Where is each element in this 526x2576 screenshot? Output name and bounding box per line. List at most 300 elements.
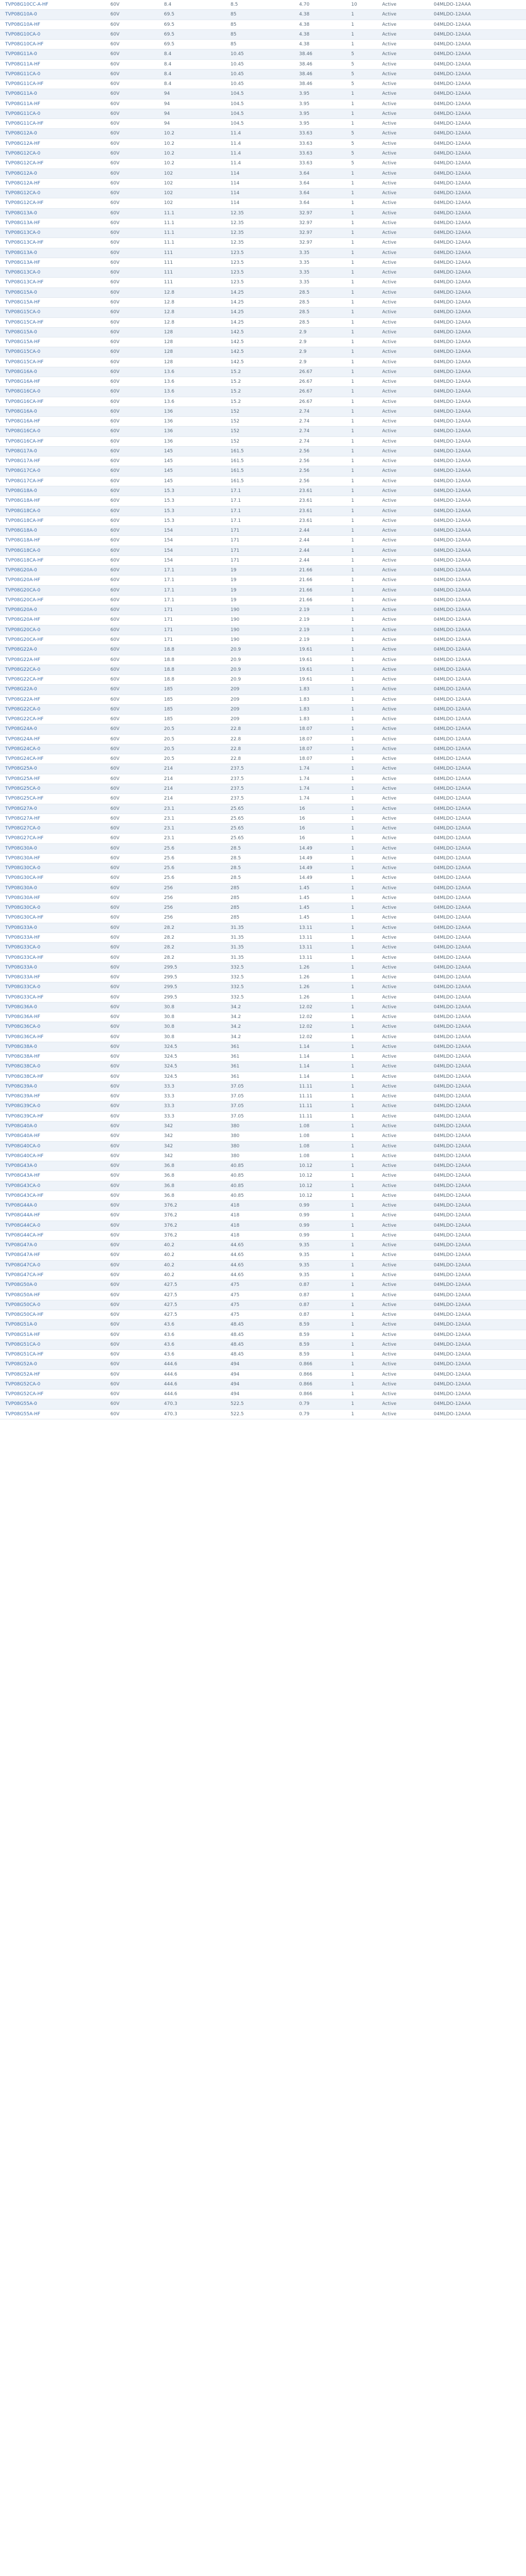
table-row[interactable] <box>0 1092 526 1101</box>
part-number-cell[interactable]: TVP08G24CA-HF <box>5 756 44 762</box>
table-row[interactable] <box>0 1370 526 1380</box>
table-row[interactable] <box>0 159 526 168</box>
table-row[interactable] <box>0 60 526 70</box>
table-row[interactable] <box>0 1142 526 1151</box>
table-row[interactable] <box>0 1032 526 1042</box>
table-row[interactable] <box>0 1112 526 1122</box>
part-number-cell[interactable]: TVP08G16A-0 <box>5 369 37 375</box>
part-number-cell[interactable]: TVP08G12A-HF <box>5 141 41 146</box>
part-number-cell[interactable]: TVP08G33A-0 <box>5 964 37 970</box>
part-number-cell[interactable]: TVP08G39A-0 <box>5 1083 37 1089</box>
table-row[interactable] <box>0 675 526 685</box>
table-row[interactable] <box>0 129 526 139</box>
part-number-cell[interactable]: TVP08G13CA-0 <box>5 230 41 236</box>
table-row[interactable] <box>0 953 526 963</box>
part-number-cell[interactable]: TVP08G22A-0 <box>5 647 37 653</box>
part-number-cell[interactable]: TVP08G33CA-HF <box>5 994 44 1000</box>
part-number-cell[interactable]: TVP08G18CA-HF <box>5 557 44 563</box>
table-row[interactable] <box>0 596 526 605</box>
part-number-cell[interactable]: TVP08G20A-HF <box>5 617 41 623</box>
table-row[interactable] <box>0 715 526 724</box>
table-row[interactable] <box>0 536 526 546</box>
table-row[interactable] <box>0 973 526 982</box>
part-number-cell[interactable]: TVP08G39CA-0 <box>5 1104 41 1109</box>
part-number-cell[interactable]: TVP08G50A-0 <box>5 1282 37 1288</box>
table-row[interactable] <box>0 556 526 566</box>
part-number-cell[interactable]: TVP08G18CA-0 <box>5 548 41 553</box>
vbr-cell: 17.1 <box>231 498 241 504</box>
part-number-cell[interactable]: TVP08G27CA-0 <box>5 826 41 832</box>
table-row[interactable] <box>0 814 526 824</box>
table-row[interactable] <box>0 1389 526 1399</box>
table-row[interactable] <box>0 20 526 30</box>
part-number-cell[interactable]: TVP08G40A-HF <box>5 1133 41 1139</box>
table-row[interactable] <box>0 1151 526 1161</box>
part-number-cell[interactable]: TVP08G25A-0 <box>5 766 37 772</box>
part-number-cell[interactable]: TVP08G33A-HF <box>5 975 41 980</box>
part-number-cell[interactable]: TVP08G15A-HF <box>5 340 41 345</box>
part-number-cell[interactable]: TVP08G52CA-0 <box>5 1381 41 1387</box>
part-number-cell[interactable]: TVP08G11A-0 <box>5 52 37 57</box>
part-number-cell[interactable]: TVP08G33CA-0 <box>5 985 41 990</box>
part-number-cell[interactable]: TVP08G17CA-0 <box>5 468 41 474</box>
part-number-cell[interactable]: TVP08G33A-0 <box>5 925 37 930</box>
table-row[interactable] <box>0 387 526 397</box>
part-number-cell[interactable]: TVP08G18A-0 <box>5 488 37 494</box>
ipp-cell: 1.45 <box>299 895 310 901</box>
table-row[interactable] <box>0 1399 526 1409</box>
part-number-cell[interactable]: TVP08G30A-HF <box>5 895 41 901</box>
table-row[interactable] <box>0 1181 526 1191</box>
table-row[interactable] <box>0 209 526 218</box>
table-row[interactable] <box>0 1330 526 1340</box>
table-row[interactable] <box>0 139 526 149</box>
vbr-cell: 285 <box>231 905 240 911</box>
part-number-cell[interactable]: TVP08G30CA-HF <box>5 915 44 921</box>
table-row[interactable] <box>0 397 526 407</box>
part-number-cell[interactable]: TVP08G52CA-HF <box>5 1392 44 1397</box>
table-row[interactable] <box>0 1380 526 1389</box>
part-number-cell[interactable]: TVP08G30A-0 <box>5 885 37 891</box>
table-row[interactable] <box>0 10 526 20</box>
part-number-cell[interactable]: TVP08G13A-0 <box>5 250 37 256</box>
part-number-cell[interactable]: TVP08G52A-0 <box>5 1362 37 1367</box>
part-number-cell[interactable]: TVP08G47A-HF <box>5 1252 41 1258</box>
part-number-cell[interactable]: TVP08G40CA-HF <box>5 1153 44 1159</box>
table-row[interactable] <box>0 615 526 625</box>
table-row[interactable] <box>0 963 526 973</box>
table-row[interactable] <box>0 645 526 655</box>
part-number-cell[interactable]: TVP08G44CA-0 <box>5 1223 41 1228</box>
part-number-cell[interactable]: TVP08G20CA-0 <box>5 587 41 593</box>
part-number-cell[interactable]: TVP08G33CA-0 <box>5 945 41 951</box>
part-number-cell[interactable]: TVP08G10CA-HF <box>5 42 44 47</box>
table-row[interactable] <box>0 1310 526 1320</box>
table-row[interactable] <box>0 1131 526 1141</box>
table-row[interactable] <box>0 586 526 596</box>
part-number-cell[interactable]: TVP08G15CA-0 <box>5 310 41 315</box>
table-row[interactable] <box>0 516 526 526</box>
part-number-cell[interactable]: TVP08G38CA-0 <box>5 1064 41 1070</box>
part-number-cell[interactable]: TVP08G13A-HF <box>5 220 41 226</box>
table-row[interactable] <box>0 218 526 228</box>
part-number-cell[interactable]: TVP08G44A-0 <box>5 1203 37 1209</box>
table-row[interactable] <box>0 447 526 456</box>
table-row[interactable] <box>0 0 526 10</box>
part-number-cell[interactable]: TVP08G22A-HF <box>5 697 41 702</box>
part-number-cell[interactable]: TVP08G18CA-HF <box>5 518 44 523</box>
part-number-cell[interactable]: TVP08G38CA-HF <box>5 1074 44 1079</box>
table-row[interactable] <box>0 1360 526 1369</box>
table-row[interactable] <box>0 407 526 417</box>
part-number-cell[interactable]: TVP08G40CA-0 <box>5 1143 41 1149</box>
table-row[interactable] <box>0 695 526 705</box>
part-number-cell[interactable]: TVP08G43A-0 <box>5 1163 37 1169</box>
part-number-cell[interactable]: TVP08G44A-HF <box>5 1213 41 1218</box>
part-number-cell[interactable]: TVP08G18A-HF <box>5 538 41 544</box>
vrwm-cell: 470.3 <box>164 1401 177 1407</box>
table-row[interactable] <box>0 337 526 347</box>
part-number-cell[interactable]: TVP08G36A-HF <box>5 1014 41 1020</box>
part-number-cell[interactable]: TVP08G10A-HF <box>5 22 41 27</box>
part-number-cell[interactable]: TVP08G13A-HF <box>5 260 41 265</box>
part-number-cell[interactable]: TVP08G15A-0 <box>5 329 37 335</box>
part-number-cell[interactable]: TVP08G51A-0 <box>5 1322 37 1328</box>
part-number-cell[interactable]: TVP08G12A-0 <box>5 171 37 176</box>
table-row[interactable] <box>0 526 526 536</box>
part-number-cell[interactable]: TVP08G39CA-HF <box>5 1113 44 1119</box>
table-row[interactable] <box>0 1320 526 1330</box>
table-row[interactable] <box>0 298 526 308</box>
part-number-cell[interactable]: TVP08G52A-HF <box>5 1371 41 1377</box>
part-number-cell[interactable]: TVP08G10CC-A-HF <box>5 2 48 7</box>
table-row[interactable] <box>0 109 526 119</box>
table-row[interactable] <box>0 288 526 298</box>
table-row[interactable] <box>0 149 526 159</box>
table-row[interactable] <box>0 1052 526 1062</box>
part-number-cell[interactable]: TVP08G30CA-HF <box>5 875 44 881</box>
table-row[interactable] <box>0 1291 526 1300</box>
table-row[interactable] <box>0 605 526 615</box>
part-number-cell[interactable]: TVP08G20CA-HF <box>5 637 44 642</box>
table-row[interactable] <box>0 238 526 248</box>
part-number-cell[interactable]: TVP08G24A-0 <box>5 726 37 732</box>
part-number-cell[interactable]: TVP08G30CA-0 <box>5 905 41 911</box>
part-number-cell[interactable]: TVP08G50A-HF <box>5 1292 41 1298</box>
table-row[interactable] <box>0 1191 526 1201</box>
part-number-cell[interactable]: TVP08G15CA-HF <box>5 359 44 365</box>
table-row[interactable] <box>0 1250 526 1260</box>
part-number-cell[interactable]: TVP08G13A-0 <box>5 210 37 216</box>
table-row[interactable] <box>0 417 526 427</box>
voltage-rating-cell: 60V <box>110 975 120 980</box>
part-number-cell[interactable]: TVP08G10CA-0 <box>5 31 41 37</box>
part-number-cell[interactable]: TVP08G15CA-0 <box>5 349 41 355</box>
table-row[interactable] <box>0 982 526 992</box>
table-row[interactable] <box>0 546 526 556</box>
table-row[interactable] <box>0 89 526 99</box>
part-number-cell[interactable]: TVP08G47CA-HF <box>5 1273 44 1278</box>
part-number-cell[interactable]: TVP08G10A-0 <box>5 12 37 18</box>
part-number-cell[interactable]: TVP08G12A-0 <box>5 131 37 137</box>
part-number-cell[interactable]: TVP08G24A-HF <box>5 736 41 742</box>
table-row[interactable] <box>0 724 526 734</box>
table-row[interactable] <box>0 1003 526 1012</box>
table-row[interactable] <box>0 1350 526 1360</box>
table-row[interactable] <box>0 1042 526 1052</box>
part-number-cell[interactable]: TVP08G36CA-0 <box>5 1024 41 1030</box>
part-number-cell[interactable]: TVP08G50CA-HF <box>5 1312 44 1318</box>
table-row[interactable] <box>0 665 526 675</box>
table-row[interactable] <box>0 844 526 854</box>
table-row[interactable] <box>0 328 526 337</box>
part-number-cell[interactable]: TVP08G13CA-0 <box>5 270 41 276</box>
table-row[interactable] <box>0 834 526 843</box>
table-row[interactable] <box>0 1340 526 1350</box>
part-number-cell[interactable]: TVP08G18A-HF <box>5 498 41 504</box>
part-number-cell[interactable]: TVP08G17A-HF <box>5 459 41 464</box>
part-number-cell[interactable]: TVP08G24CA-0 <box>5 746 41 752</box>
table-row[interactable] <box>0 119 526 129</box>
table-row[interactable] <box>0 993 526 1003</box>
part-number-cell[interactable]: TVP08G51CA-HF <box>5 1352 44 1358</box>
vbr-cell: 12.35 <box>231 220 244 226</box>
table-row[interactable] <box>0 258 526 268</box>
table-row[interactable] <box>0 278 526 287</box>
part-number-cell[interactable]: TVP08G11A-HF <box>5 101 41 107</box>
part-number-cell[interactable]: TVP08G11CA-HF <box>5 121 44 127</box>
part-number-cell[interactable]: TVP08G22CA-HF <box>5 717 44 722</box>
table-row[interactable] <box>0 1280 526 1290</box>
table-row[interactable] <box>0 198 526 208</box>
vbr-cell: 19 <box>231 587 237 593</box>
table-row[interactable] <box>0 1022 526 1032</box>
table-row[interactable] <box>0 358 526 367</box>
part-number-cell[interactable]: TVP08G38A-0 <box>5 1044 37 1049</box>
table-row[interactable] <box>0 347 526 357</box>
part-number-cell[interactable]: TVP08G16CA-0 <box>5 429 41 434</box>
part-number-cell[interactable]: TVP08G25CA-0 <box>5 786 41 791</box>
table-row[interactable] <box>0 923 526 933</box>
table-row[interactable] <box>0 1171 526 1181</box>
table-row[interactable] <box>0 456 526 466</box>
ipp-cell: 0.87 <box>299 1282 310 1288</box>
part-number-cell[interactable]: TVP08G11CA-HF <box>5 81 44 87</box>
part-number-cell[interactable]: TVP08G27CA-HF <box>5 836 44 841</box>
part-number-cell[interactable]: TVP08G55A-0 <box>5 1401 37 1407</box>
part-number-cell[interactable]: TVP08G15CA-HF <box>5 319 44 325</box>
part-number-cell[interactable]: TVP08G16CA-0 <box>5 389 41 395</box>
table-row[interactable] <box>0 1270 526 1280</box>
table-row[interactable] <box>0 99 526 109</box>
table-row[interactable] <box>0 377 526 387</box>
table-row[interactable] <box>0 268 526 278</box>
status-cell: Active <box>382 568 397 573</box>
ipp-cell: 4.38 <box>299 12 310 18</box>
table-row[interactable] <box>0 764 526 774</box>
vbr-cell: 237.5 <box>231 776 244 782</box>
table-row[interactable] <box>0 1300 526 1310</box>
table-row[interactable] <box>0 863 526 873</box>
table-row[interactable] <box>0 506 526 516</box>
part-number-cell[interactable]: TVP08G20A-0 <box>5 607 37 613</box>
table-row[interactable] <box>0 575 526 585</box>
part-number-cell[interactable]: TVP08G12CA-0 <box>5 150 41 156</box>
part-number-cell[interactable]: TVP08G16CA-HF <box>5 399 44 404</box>
table-row[interactable] <box>0 1261 526 1270</box>
table-row[interactable] <box>0 735 526 744</box>
table-row[interactable] <box>0 486 526 496</box>
table-row[interactable] <box>0 1211 526 1221</box>
part-number-cell[interactable]: TVP08G13CA-HF <box>5 240 44 246</box>
part-number-cell[interactable]: TVP08G43CA-0 <box>5 1183 41 1189</box>
part-number-cell[interactable]: TVP08G11A-0 <box>5 91 37 97</box>
part-number-cell[interactable]: TVP08G51CA-0 <box>5 1342 41 1347</box>
part-number-cell[interactable]: TVP08G22CA-HF <box>5 677 44 683</box>
table-row[interactable] <box>0 70 526 79</box>
table-row[interactable] <box>0 893 526 903</box>
table-row[interactable] <box>0 318 526 328</box>
table-row[interactable] <box>0 943 526 953</box>
part-number-cell[interactable]: TVP08G18CA-0 <box>5 508 41 514</box>
table-row[interactable] <box>0 228 526 238</box>
vbr-cell: 19 <box>231 578 237 583</box>
table-row[interactable] <box>0 1241 526 1250</box>
part-number-cell[interactable]: TVP08G22CA-0 <box>5 706 41 712</box>
part-number-cell[interactable]: TVP08G11CA-0 <box>5 71 41 77</box>
part-number-cell[interactable]: TVP08G43A-HF <box>5 1173 41 1179</box>
table-row[interactable] <box>0 784 526 794</box>
table-row[interactable] <box>0 794 526 804</box>
table-row[interactable] <box>0 1161 526 1171</box>
part-number-cell[interactable]: TVP08G20A-HF <box>5 578 41 583</box>
part-number-cell[interactable]: TVP08G25A-HF <box>5 776 41 782</box>
table-row[interactable] <box>0 437 526 447</box>
part-number-cell[interactable]: TVP08G22A-HF <box>5 657 41 663</box>
table-row[interactable] <box>0 1201 526 1211</box>
part-number-cell[interactable]: TVP08G38A-HF <box>5 1054 41 1060</box>
table-row[interactable] <box>0 1221 526 1231</box>
part-number-cell[interactable]: TVP08G20A-0 <box>5 568 37 573</box>
part-number-cell[interactable]: TVP08G16A-0 <box>5 409 37 414</box>
table-row[interactable] <box>0 30 526 40</box>
vbr-cell: 104.5 <box>231 91 244 97</box>
table-row[interactable] <box>0 1012 526 1022</box>
part-number-cell[interactable]: TVP08G30A-HF <box>5 855 41 861</box>
table-row[interactable] <box>0 744 526 754</box>
part-number-cell[interactable]: TVP08G33A-HF <box>5 935 41 940</box>
table-row[interactable] <box>0 1072 526 1082</box>
table-row[interactable] <box>0 189 526 198</box>
table-row[interactable] <box>0 913 526 923</box>
part-number-cell[interactable]: TVP08G12CA-HF <box>5 200 44 206</box>
part-number-cell[interactable]: TVP08G13CA-HF <box>5 280 44 285</box>
part-number-cell[interactable]: TVP08G12CA-0 <box>5 191 41 196</box>
table-row[interactable] <box>0 804 526 814</box>
part-number-cell[interactable]: TVP08G50CA-0 <box>5 1302 41 1308</box>
part-number-cell[interactable]: TVP08G11A-HF <box>5 61 41 67</box>
part-number-cell[interactable]: TVP08G16A-HF <box>5 379 41 385</box>
part-number-cell[interactable]: TVP08G11CA-0 <box>5 111 41 116</box>
part-number-cell[interactable]: TVP08G18A-0 <box>5 528 37 534</box>
part-number-cell[interactable]: TVP08G20CA-0 <box>5 627 41 633</box>
table-row[interactable] <box>0 367 526 377</box>
table-row[interactable] <box>0 248 526 258</box>
table-row[interactable] <box>0 1231 526 1241</box>
part-number-cell[interactable]: TVP08G17A-0 <box>5 448 37 454</box>
part-number-cell[interactable]: TVP08G47CA-0 <box>5 1262 41 1268</box>
part-number-cell[interactable]: TVP08G40A-0 <box>5 1124 37 1129</box>
table-row[interactable] <box>0 427 526 436</box>
table-row[interactable] <box>0 1122 526 1131</box>
table-row[interactable] <box>0 1062 526 1072</box>
part-number-cell[interactable]: TVP08G15A-HF <box>5 299 41 305</box>
part-number-cell[interactable]: TVP08G55A-HF <box>5 1411 41 1417</box>
part-number-cell[interactable]: TVP08G22CA-0 <box>5 667 41 672</box>
part-number-cell[interactable]: TVP08G25CA-HF <box>5 796 44 802</box>
table-row[interactable] <box>0 466 526 476</box>
part-number-cell[interactable]: TVP08G20CA-HF <box>5 597 44 603</box>
table-row[interactable] <box>0 308 526 317</box>
table-row[interactable] <box>0 1082 526 1092</box>
part-number-cell[interactable]: TVP08G36CA-HF <box>5 1034 44 1040</box>
part-number-cell[interactable]: TVP08G30A-0 <box>5 845 37 851</box>
part-number-cell[interactable]: TVP08G27A-HF <box>5 816 41 821</box>
table-row[interactable] <box>0 903 526 913</box>
part-number-cell[interactable]: TVP08G36A-0 <box>5 1004 37 1010</box>
table-row[interactable] <box>0 884 526 893</box>
part-number-cell[interactable]: TVP08G51A-HF <box>5 1332 41 1337</box>
part-number-cell[interactable]: TVP08G44CA-HF <box>5 1232 44 1238</box>
part-number-cell[interactable]: TVP08G33CA-HF <box>5 955 44 960</box>
part-number-cell[interactable]: TVP08G15A-0 <box>5 290 37 295</box>
table-row[interactable] <box>0 685 526 694</box>
table-row[interactable] <box>0 49 526 59</box>
quantity-cell: 1 <box>351 528 354 534</box>
part-number-cell[interactable]: TVP08G17CA-HF <box>5 478 44 484</box>
table-row[interactable] <box>0 824 526 834</box>
table-row[interactable] <box>0 477 526 486</box>
table-row[interactable] <box>0 496 526 506</box>
table-row[interactable] <box>0 635 526 645</box>
table-row[interactable] <box>0 754 526 764</box>
part-number-cell[interactable]: TVP08G22A-0 <box>5 687 37 692</box>
table-row[interactable] <box>0 1410 526 1419</box>
table-row[interactable] <box>0 655 526 665</box>
table-row[interactable] <box>0 774 526 784</box>
part-number-cell[interactable]: TVP08G43CA-HF <box>5 1193 44 1198</box>
table-row[interactable] <box>0 854 526 863</box>
table-row[interactable] <box>0 1101 526 1111</box>
part-number-cell[interactable]: TVP08G12CA-HF <box>5 161 44 166</box>
part-number-cell[interactable]: TVP08G30CA-0 <box>5 866 41 871</box>
part-number-cell[interactable]: TVP08G16A-HF <box>5 419 41 425</box>
part-number-cell[interactable]: TVP08G12A-HF <box>5 180 41 186</box>
table-row[interactable] <box>0 169 526 179</box>
table-row[interactable] <box>0 705 526 715</box>
table-row[interactable] <box>0 873 526 883</box>
part-number-cell[interactable]: TVP08G27A-0 <box>5 806 37 811</box>
table-row[interactable] <box>0 566 526 575</box>
table-row[interactable] <box>0 179 526 189</box>
part-number-cell[interactable]: TVP08G39A-HF <box>5 1094 41 1099</box>
table-row[interactable] <box>0 625 526 635</box>
part-number-cell[interactable]: TVP08G16CA-HF <box>5 438 44 444</box>
table-row[interactable] <box>0 40 526 49</box>
table-row[interactable] <box>0 79 526 89</box>
table-row[interactable] <box>0 933 526 943</box>
part-number-cell[interactable]: TVP08G47A-0 <box>5 1243 37 1248</box>
